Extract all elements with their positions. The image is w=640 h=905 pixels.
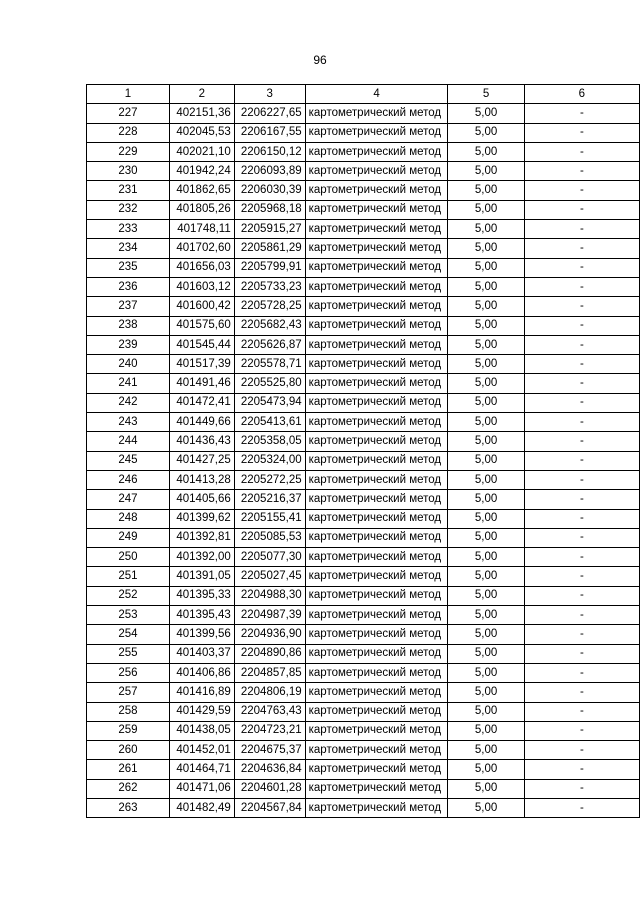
- note-cell: -: [524, 374, 639, 393]
- method-cell: картометрический метод: [305, 586, 448, 605]
- x-coordinate-cell: 402151,36: [169, 104, 234, 123]
- accuracy-cell: 5,00: [448, 721, 524, 740]
- method-cell: картометрический метод: [305, 220, 448, 239]
- point-number-cell: 230: [87, 162, 170, 181]
- accuracy-cell: 5,00: [448, 123, 524, 142]
- note-cell: -: [524, 123, 639, 142]
- x-coordinate-cell: 401399,62: [169, 509, 234, 528]
- note-cell: -: [524, 316, 639, 335]
- table-row: [87, 297, 640, 316]
- table-row: [87, 200, 640, 219]
- y-coordinate-cell: 2204723,21: [234, 721, 305, 740]
- accuracy-cell: 5,00: [448, 798, 524, 817]
- note-cell: -: [524, 335, 639, 354]
- x-coordinate-cell: 401395,43: [169, 606, 234, 625]
- x-coordinate-cell: 401805,26: [169, 200, 234, 219]
- table-row: [87, 567, 640, 586]
- accuracy-cell: 5,00: [448, 355, 524, 374]
- y-coordinate-cell: 2204806,19: [234, 683, 305, 702]
- point-number-cell: 231: [87, 181, 170, 200]
- method-cell: картометрический метод: [305, 413, 448, 432]
- table-row: [87, 741, 640, 760]
- note-cell: -: [524, 760, 639, 779]
- y-coordinate-cell: 2205358,05: [234, 432, 305, 451]
- note-cell: -: [524, 683, 639, 702]
- method-cell: картометрический метод: [305, 162, 448, 181]
- y-coordinate-cell: 2205413,61: [234, 413, 305, 432]
- point-number-cell: 252: [87, 586, 170, 605]
- point-number-cell: 237: [87, 297, 170, 316]
- method-cell: картометрический метод: [305, 181, 448, 200]
- table-row: [87, 374, 640, 393]
- method-cell: картометрический метод: [305, 393, 448, 412]
- note-cell: -: [524, 470, 639, 489]
- x-coordinate-cell: 401600,42: [169, 297, 234, 316]
- note-cell: -: [524, 258, 639, 277]
- method-cell: картометрический метод: [305, 702, 448, 721]
- method-cell: картометрический метод: [305, 297, 448, 316]
- x-coordinate-cell: 401406,86: [169, 663, 234, 682]
- method-cell: картометрический метод: [305, 374, 448, 393]
- note-cell: -: [524, 413, 639, 432]
- table-row: [87, 104, 640, 123]
- y-coordinate-cell: 2204567,84: [234, 798, 305, 817]
- point-number-cell: 245: [87, 451, 170, 470]
- table-row: [87, 258, 640, 277]
- y-coordinate-cell: 2204988,30: [234, 586, 305, 605]
- method-cell: картометрический метод: [305, 470, 448, 489]
- table-row: [87, 239, 640, 258]
- method-cell: картометрический метод: [305, 123, 448, 142]
- note-cell: -: [524, 586, 639, 605]
- x-coordinate-cell: 401392,00: [169, 548, 234, 567]
- point-number-cell: 246: [87, 470, 170, 489]
- method-cell: картометрический метод: [305, 548, 448, 567]
- x-coordinate-cell: 401416,89: [169, 683, 234, 702]
- note-cell: -: [524, 277, 639, 296]
- table-row: [87, 123, 640, 142]
- x-coordinate-cell: 401491,46: [169, 374, 234, 393]
- point-number-cell: 260: [87, 741, 170, 760]
- method-cell: картометрический метод: [305, 567, 448, 586]
- y-coordinate-cell: 2205968,18: [234, 200, 305, 219]
- point-number-cell: 228: [87, 123, 170, 142]
- y-coordinate-cell: 2205272,25: [234, 470, 305, 489]
- table-row: [87, 779, 640, 798]
- point-number-cell: 248: [87, 509, 170, 528]
- accuracy-cell: 5,00: [448, 374, 524, 393]
- x-coordinate-cell: 401575,60: [169, 316, 234, 335]
- x-coordinate-cell: 401702,60: [169, 239, 234, 258]
- table-row: [87, 663, 640, 682]
- point-number-cell: 262: [87, 779, 170, 798]
- note-cell: -: [524, 162, 639, 181]
- point-number-cell: 250: [87, 548, 170, 567]
- table-row: [87, 277, 640, 296]
- table-row: [87, 432, 640, 451]
- note-cell: -: [524, 200, 639, 219]
- method-cell: картометрический метод: [305, 316, 448, 335]
- method-cell: картометрический метод: [305, 490, 448, 509]
- accuracy-cell: 5,00: [448, 393, 524, 412]
- x-coordinate-cell: 401452,01: [169, 741, 234, 760]
- note-cell: -: [524, 239, 639, 258]
- table-row: [87, 316, 640, 335]
- method-cell: картометрический метод: [305, 239, 448, 258]
- x-coordinate-cell: 401517,39: [169, 355, 234, 374]
- point-number-cell: 254: [87, 625, 170, 644]
- x-coordinate-cell: 401413,28: [169, 470, 234, 489]
- x-coordinate-cell: 401942,24: [169, 162, 234, 181]
- x-coordinate-cell: 401392,81: [169, 528, 234, 547]
- x-coordinate-cell: 401862,65: [169, 181, 234, 200]
- y-coordinate-cell: 2206030,39: [234, 181, 305, 200]
- accuracy-cell: 5,00: [448, 644, 524, 663]
- accuracy-cell: 5,00: [448, 335, 524, 354]
- page-number: 96: [313, 53, 327, 67]
- note-cell: -: [524, 297, 639, 316]
- note-cell: -: [524, 355, 639, 374]
- y-coordinate-cell: 2206227,65: [234, 104, 305, 123]
- method-cell: картометрический метод: [305, 528, 448, 547]
- accuracy-cell: 5,00: [448, 297, 524, 316]
- table-row: [87, 683, 640, 702]
- y-coordinate-cell: 2205578,71: [234, 355, 305, 374]
- point-number-cell: 241: [87, 374, 170, 393]
- method-cell: картометрический метод: [305, 606, 448, 625]
- accuracy-cell: 5,00: [448, 741, 524, 760]
- x-coordinate-cell: 401603,12: [169, 277, 234, 296]
- column-header-2: 2: [169, 85, 234, 104]
- note-cell: -: [524, 779, 639, 798]
- table-row: [87, 413, 640, 432]
- accuracy-cell: 5,00: [448, 432, 524, 451]
- y-coordinate-cell: 2205682,43: [234, 316, 305, 335]
- accuracy-cell: 5,00: [448, 277, 524, 296]
- accuracy-cell: 5,00: [448, 548, 524, 567]
- point-number-cell: 258: [87, 702, 170, 721]
- accuracy-cell: 5,00: [448, 104, 524, 123]
- coordinates-table: [86, 84, 640, 818]
- table-row: [87, 548, 640, 567]
- accuracy-cell: 5,00: [448, 625, 524, 644]
- note-cell: -: [524, 181, 639, 200]
- point-number-cell: 257: [87, 683, 170, 702]
- table-row: [87, 335, 640, 354]
- method-cell: картометрический метод: [305, 683, 448, 702]
- column-header-5: 5: [448, 85, 524, 104]
- note-cell: -: [524, 798, 639, 817]
- method-cell: картометрический метод: [305, 760, 448, 779]
- table-row: [87, 798, 640, 817]
- y-coordinate-cell: 2205324,00: [234, 451, 305, 470]
- note-cell: -: [524, 741, 639, 760]
- x-coordinate-cell: 401471,06: [169, 779, 234, 798]
- point-number-cell: 239: [87, 335, 170, 354]
- table-body: [87, 85, 640, 818]
- table-row: [87, 702, 640, 721]
- point-number-cell: 235: [87, 258, 170, 277]
- method-cell: картометрический метод: [305, 432, 448, 451]
- point-number-cell: 243: [87, 413, 170, 432]
- x-coordinate-cell: 402045,53: [169, 123, 234, 142]
- method-cell: картометрический метод: [305, 644, 448, 663]
- method-cell: картометрический метод: [305, 741, 448, 760]
- table-row: [87, 162, 640, 181]
- x-coordinate-cell: 401395,33: [169, 586, 234, 605]
- point-number-cell: 240: [87, 355, 170, 374]
- y-coordinate-cell: 2205077,30: [234, 548, 305, 567]
- point-number-cell: 247: [87, 490, 170, 509]
- point-number-cell: 255: [87, 644, 170, 663]
- y-coordinate-cell: 2206150,12: [234, 142, 305, 161]
- accuracy-cell: 5,00: [448, 528, 524, 547]
- point-number-cell: 236: [87, 277, 170, 296]
- note-cell: -: [524, 220, 639, 239]
- method-cell: картометрический метод: [305, 355, 448, 374]
- method-cell: картометрический метод: [305, 509, 448, 528]
- x-coordinate-cell: 401656,03: [169, 258, 234, 277]
- point-number-cell: 244: [87, 432, 170, 451]
- accuracy-cell: 5,00: [448, 490, 524, 509]
- column-header-3: 3: [234, 85, 305, 104]
- accuracy-cell: 5,00: [448, 702, 524, 721]
- method-cell: картометрический метод: [305, 663, 448, 682]
- x-coordinate-cell: 401405,66: [169, 490, 234, 509]
- point-number-cell: 227: [87, 104, 170, 123]
- method-cell: картометрический метод: [305, 451, 448, 470]
- column-header-6: 6: [524, 85, 639, 104]
- point-number-cell: 261: [87, 760, 170, 779]
- table-row: [87, 625, 640, 644]
- method-cell: картометрический метод: [305, 104, 448, 123]
- accuracy-cell: 5,00: [448, 663, 524, 682]
- method-cell: картометрический метод: [305, 721, 448, 740]
- y-coordinate-cell: 2205085,53: [234, 528, 305, 547]
- method-cell: картометрический метод: [305, 142, 448, 161]
- note-cell: -: [524, 702, 639, 721]
- y-coordinate-cell: 2205216,37: [234, 490, 305, 509]
- table-row: [87, 721, 640, 740]
- y-coordinate-cell: 2205861,29: [234, 239, 305, 258]
- x-coordinate-cell: 402021,10: [169, 142, 234, 161]
- point-number-cell: 253: [87, 606, 170, 625]
- table-row: [87, 644, 640, 663]
- x-coordinate-cell: 401449,66: [169, 413, 234, 432]
- table-row: [87, 470, 640, 489]
- y-coordinate-cell: 2205799,91: [234, 258, 305, 277]
- table-row: [87, 142, 640, 161]
- table-row: [87, 181, 640, 200]
- note-cell: -: [524, 625, 639, 644]
- note-cell: -: [524, 490, 639, 509]
- x-coordinate-cell: 401399,56: [169, 625, 234, 644]
- note-cell: -: [524, 606, 639, 625]
- x-coordinate-cell: 401403,37: [169, 644, 234, 663]
- accuracy-cell: 5,00: [448, 142, 524, 161]
- note-cell: -: [524, 509, 639, 528]
- note-cell: -: [524, 528, 639, 547]
- table-row: [87, 490, 640, 509]
- accuracy-cell: 5,00: [448, 586, 524, 605]
- point-number-cell: 242: [87, 393, 170, 412]
- accuracy-cell: 5,00: [448, 760, 524, 779]
- x-coordinate-cell: 401438,05: [169, 721, 234, 740]
- point-number-cell: 259: [87, 721, 170, 740]
- note-cell: -: [524, 393, 639, 412]
- table-row: [87, 355, 640, 374]
- method-cell: картометрический метод: [305, 625, 448, 644]
- header-row: [87, 85, 640, 104]
- x-coordinate-cell: 401429,59: [169, 702, 234, 721]
- x-coordinate-cell: 401545,44: [169, 335, 234, 354]
- y-coordinate-cell: 2204601,28: [234, 779, 305, 798]
- accuracy-cell: 5,00: [448, 779, 524, 798]
- note-cell: -: [524, 567, 639, 586]
- point-number-cell: 234: [87, 239, 170, 258]
- table-row: [87, 393, 640, 412]
- method-cell: картометрический метод: [305, 798, 448, 817]
- accuracy-cell: 5,00: [448, 606, 524, 625]
- point-number-cell: 233: [87, 220, 170, 239]
- y-coordinate-cell: 2205733,23: [234, 277, 305, 296]
- y-coordinate-cell: 2205915,27: [234, 220, 305, 239]
- note-cell: -: [524, 663, 639, 682]
- y-coordinate-cell: 2204987,39: [234, 606, 305, 625]
- note-cell: -: [524, 548, 639, 567]
- table-row: [87, 451, 640, 470]
- accuracy-cell: 5,00: [448, 451, 524, 470]
- accuracy-cell: 5,00: [448, 239, 524, 258]
- accuracy-cell: 5,00: [448, 509, 524, 528]
- y-coordinate-cell: 2204763,43: [234, 702, 305, 721]
- x-coordinate-cell: 401427,25: [169, 451, 234, 470]
- point-number-cell: 256: [87, 663, 170, 682]
- accuracy-cell: 5,00: [448, 162, 524, 181]
- accuracy-cell: 5,00: [448, 220, 524, 239]
- note-cell: -: [524, 721, 639, 740]
- y-coordinate-cell: 2205473,94: [234, 393, 305, 412]
- point-number-cell: 238: [87, 316, 170, 335]
- table-row: [87, 509, 640, 528]
- y-coordinate-cell: 2204936,90: [234, 625, 305, 644]
- accuracy-cell: 5,00: [448, 316, 524, 335]
- column-header-1: 1: [87, 85, 170, 104]
- accuracy-cell: 5,00: [448, 200, 524, 219]
- x-coordinate-cell: 401436,43: [169, 432, 234, 451]
- y-coordinate-cell: 2204857,85: [234, 663, 305, 682]
- table-row: [87, 586, 640, 605]
- point-number-cell: 232: [87, 200, 170, 219]
- method-cell: картометрический метод: [305, 200, 448, 219]
- table-row: [87, 528, 640, 547]
- y-coordinate-cell: 2204890,86: [234, 644, 305, 663]
- note-cell: -: [524, 142, 639, 161]
- note-cell: -: [524, 432, 639, 451]
- y-coordinate-cell: 2204636,84: [234, 760, 305, 779]
- point-number-cell: 263: [87, 798, 170, 817]
- accuracy-cell: 5,00: [448, 181, 524, 200]
- x-coordinate-cell: 401391,05: [169, 567, 234, 586]
- table-row: [87, 760, 640, 779]
- table-row: [87, 220, 640, 239]
- x-coordinate-cell: 401748,11: [169, 220, 234, 239]
- method-cell: картометрический метод: [305, 258, 448, 277]
- method-cell: картометрический метод: [305, 277, 448, 296]
- y-coordinate-cell: 2206093,89: [234, 162, 305, 181]
- y-coordinate-cell: 2205626,87: [234, 335, 305, 354]
- method-cell: картометрический метод: [305, 335, 448, 354]
- x-coordinate-cell: 401482,49: [169, 798, 234, 817]
- accuracy-cell: 5,00: [448, 567, 524, 586]
- x-coordinate-cell: 401472,41: [169, 393, 234, 412]
- y-coordinate-cell: 2205155,41: [234, 509, 305, 528]
- x-coordinate-cell: 401464,71: [169, 760, 234, 779]
- point-number-cell: 249: [87, 528, 170, 547]
- note-cell: -: [524, 451, 639, 470]
- y-coordinate-cell: 2204675,37: [234, 741, 305, 760]
- column-header-4: 4: [305, 85, 448, 104]
- accuracy-cell: 5,00: [448, 683, 524, 702]
- method-cell: картометрический метод: [305, 779, 448, 798]
- y-coordinate-cell: 2205027,45: [234, 567, 305, 586]
- note-cell: -: [524, 644, 639, 663]
- point-number-cell: 229: [87, 142, 170, 161]
- accuracy-cell: 5,00: [448, 413, 524, 432]
- accuracy-cell: 5,00: [448, 470, 524, 489]
- y-coordinate-cell: 2205525,80: [234, 374, 305, 393]
- y-coordinate-cell: 2206167,55: [234, 123, 305, 142]
- accuracy-cell: 5,00: [448, 258, 524, 277]
- point-number-cell: 251: [87, 567, 170, 586]
- y-coordinate-cell: 2205728,25: [234, 297, 305, 316]
- note-cell: -: [524, 104, 639, 123]
- table-row: [87, 606, 640, 625]
